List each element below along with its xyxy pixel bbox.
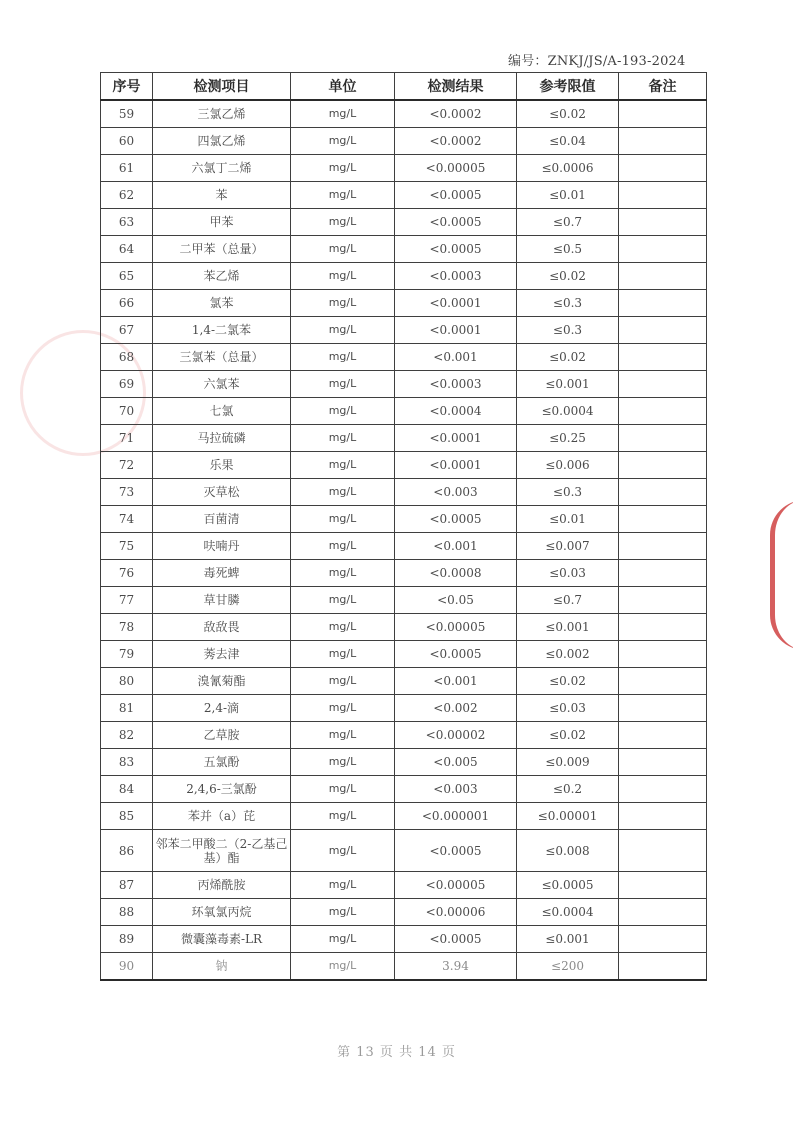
table-row xyxy=(101,776,707,803)
cell-remarks xyxy=(619,587,707,614)
table-row xyxy=(101,263,707,290)
cell-limit: ≤0.25 xyxy=(517,425,619,452)
cell-unit: mg/L xyxy=(291,749,395,776)
cell-remarks xyxy=(619,953,707,981)
table-row xyxy=(101,317,707,344)
cell-test-item: 草甘膦 xyxy=(153,587,291,614)
cell-serial-no: 69 xyxy=(101,371,153,398)
cell-unit: mg/L xyxy=(291,344,395,371)
table-row xyxy=(101,182,707,209)
cell-serial-no: 84 xyxy=(101,776,153,803)
cell-result: <0.0005 xyxy=(395,209,517,236)
cell-limit: ≤0.002 xyxy=(517,641,619,668)
table-row xyxy=(101,749,707,776)
cell-result: <0.003 xyxy=(395,479,517,506)
cell-test-item: 四氯乙烯 xyxy=(153,128,291,155)
header-unit: 单位 xyxy=(291,73,395,101)
cell-result: <0.0008 xyxy=(395,560,517,587)
cell-unit: mg/L xyxy=(291,479,395,506)
table-row xyxy=(101,290,707,317)
cell-unit: mg/L xyxy=(291,182,395,209)
cell-serial-no: 72 xyxy=(101,452,153,479)
cell-remarks xyxy=(619,803,707,830)
cell-limit: ≤0.001 xyxy=(517,614,619,641)
cell-test-item: 毒死蜱 xyxy=(153,560,291,587)
cell-result: <0.001 xyxy=(395,533,517,560)
cell-limit: ≤0.001 xyxy=(517,371,619,398)
cell-result: <0.0005 xyxy=(395,926,517,953)
cell-test-item: 苯并（a）芘 xyxy=(153,803,291,830)
header-test-item: 检测项目 xyxy=(153,73,291,101)
cell-limit: ≤0.3 xyxy=(517,290,619,317)
cell-limit: ≤0.00001 xyxy=(517,803,619,830)
cell-result: <0.00005 xyxy=(395,614,517,641)
cell-result: <0.0005 xyxy=(395,506,517,533)
cell-limit: ≤0.02 xyxy=(517,263,619,290)
table-row xyxy=(101,452,707,479)
cell-remarks xyxy=(619,749,707,776)
cell-remarks xyxy=(619,506,707,533)
cell-serial-no: 67 xyxy=(101,317,153,344)
cell-limit: ≤0.0006 xyxy=(517,155,619,182)
cell-limit: ≤0.0004 xyxy=(517,398,619,425)
cell-remarks xyxy=(619,263,707,290)
cell-result: <0.0005 xyxy=(395,236,517,263)
cell-limit: ≤0.3 xyxy=(517,479,619,506)
cell-serial-no: 80 xyxy=(101,668,153,695)
cell-unit: mg/L xyxy=(291,155,395,182)
cell-test-item: 马拉硫磷 xyxy=(153,425,291,452)
cell-result: <0.0002 xyxy=(395,128,517,155)
cell-result: <0.0005 xyxy=(395,182,517,209)
cell-unit: mg/L xyxy=(291,668,395,695)
cell-limit: ≤0.008 xyxy=(517,830,619,872)
red-seal-stamp-edge xyxy=(770,500,793,650)
cell-limit: ≤0.03 xyxy=(517,560,619,587)
header-limit: 参考限值 xyxy=(517,73,619,101)
cell-test-item: 钠 xyxy=(153,953,291,981)
cell-result: <0.0005 xyxy=(395,641,517,668)
cell-result: <0.0005 xyxy=(395,830,517,872)
cell-unit: mg/L xyxy=(291,776,395,803)
cell-result: <0.00002 xyxy=(395,722,517,749)
cell-test-item: 灭草松 xyxy=(153,479,291,506)
cell-serial-no: 78 xyxy=(101,614,153,641)
cell-remarks xyxy=(619,290,707,317)
cell-remarks xyxy=(619,452,707,479)
cell-test-item: 六氯苯 xyxy=(153,371,291,398)
cell-test-item: 百菌清 xyxy=(153,506,291,533)
cell-unit: mg/L xyxy=(291,614,395,641)
cell-remarks xyxy=(619,344,707,371)
table-row xyxy=(101,722,707,749)
cell-limit: ≤0.007 xyxy=(517,533,619,560)
cell-remarks xyxy=(619,533,707,560)
cell-unit: mg/L xyxy=(291,803,395,830)
cell-unit: mg/L xyxy=(291,236,395,263)
cell-test-item: 甲苯 xyxy=(153,209,291,236)
table-row xyxy=(101,926,707,953)
cell-unit: mg/L xyxy=(291,533,395,560)
table-row xyxy=(101,344,707,371)
cell-remarks xyxy=(619,641,707,668)
cell-unit: mg/L xyxy=(291,263,395,290)
cell-result: <0.0001 xyxy=(395,317,517,344)
table-row xyxy=(101,668,707,695)
cell-serial-no: 61 xyxy=(101,155,153,182)
cell-remarks xyxy=(619,371,707,398)
table-row xyxy=(101,506,707,533)
cell-test-item: 氯苯 xyxy=(153,290,291,317)
cell-test-item: 莠去津 xyxy=(153,641,291,668)
test-results-table xyxy=(100,72,707,981)
cell-test-item: 呋喃丹 xyxy=(153,533,291,560)
table-row xyxy=(101,128,707,155)
cell-test-item: 三氯苯（总量） xyxy=(153,344,291,371)
cell-result: <0.05 xyxy=(395,587,517,614)
table-row xyxy=(101,236,707,263)
table-row xyxy=(101,155,707,182)
cell-test-item: 溴氰菊酯 xyxy=(153,668,291,695)
cell-test-item: 乐果 xyxy=(153,452,291,479)
cell-serial-no: 66 xyxy=(101,290,153,317)
cell-remarks xyxy=(619,926,707,953)
page-footer: 第 13 页 共 14 页 xyxy=(337,1045,456,1060)
cell-unit: mg/L xyxy=(291,506,395,533)
cell-limit: ≤0.009 xyxy=(517,749,619,776)
cell-remarks xyxy=(619,100,707,128)
cell-limit: ≤0.01 xyxy=(517,182,619,209)
cell-remarks xyxy=(619,830,707,872)
table-body xyxy=(101,100,707,980)
cell-remarks xyxy=(619,695,707,722)
table-row xyxy=(101,830,707,872)
cell-limit: ≤0.02 xyxy=(517,668,619,695)
cell-unit: mg/L xyxy=(291,398,395,425)
document-number: 编号：ZNKJ/JS/A-193-2024 xyxy=(508,54,686,69)
cell-test-item: 敌敌畏 xyxy=(153,614,291,641)
cell-unit: mg/L xyxy=(291,128,395,155)
cell-limit: ≤0.01 xyxy=(517,506,619,533)
cell-limit: ≤0.001 xyxy=(517,926,619,953)
cell-serial-no: 63 xyxy=(101,209,153,236)
cell-serial-no: 60 xyxy=(101,128,153,155)
cell-remarks xyxy=(619,128,707,155)
cell-remarks xyxy=(619,209,707,236)
cell-result: <0.0003 xyxy=(395,263,517,290)
cell-unit: mg/L xyxy=(291,872,395,899)
cell-result: <0.0001 xyxy=(395,290,517,317)
cell-serial-no: 86 xyxy=(101,830,153,872)
cell-limit: ≤0.3 xyxy=(517,317,619,344)
table-row xyxy=(101,614,707,641)
cell-remarks xyxy=(619,560,707,587)
table-row xyxy=(101,479,707,506)
cell-serial-no: 90 xyxy=(101,953,153,981)
cell-test-item: 环氧氯丙烷 xyxy=(153,899,291,926)
cell-test-item: 二甲苯（总量） xyxy=(153,236,291,263)
cell-result: <0.000001 xyxy=(395,803,517,830)
cell-result: <0.00005 xyxy=(395,155,517,182)
cell-limit: ≤0.5 xyxy=(517,236,619,263)
cell-unit: mg/L xyxy=(291,425,395,452)
cell-test-item: 三氯乙烯 xyxy=(153,100,291,128)
cell-result: <0.00005 xyxy=(395,872,517,899)
cell-serial-no: 71 xyxy=(101,425,153,452)
cell-serial-no: 70 xyxy=(101,398,153,425)
cell-unit: mg/L xyxy=(291,695,395,722)
table-row xyxy=(101,560,707,587)
header-result: 检测结果 xyxy=(395,73,517,101)
cell-result: <0.0003 xyxy=(395,371,517,398)
cell-serial-no: 64 xyxy=(101,236,153,263)
cell-result: <0.003 xyxy=(395,776,517,803)
cell-serial-no: 89 xyxy=(101,926,153,953)
cell-result: <0.0002 xyxy=(395,100,517,128)
cell-unit: mg/L xyxy=(291,587,395,614)
cell-limit: ≤0.7 xyxy=(517,209,619,236)
cell-test-item: 微囊藻毒素-LR xyxy=(153,926,291,953)
cell-test-item: 苯乙烯 xyxy=(153,263,291,290)
cell-remarks xyxy=(619,872,707,899)
cell-serial-no: 82 xyxy=(101,722,153,749)
table-row xyxy=(101,371,707,398)
cell-unit: mg/L xyxy=(291,100,395,128)
table-header-row xyxy=(101,73,707,101)
cell-test-item: 五氯酚 xyxy=(153,749,291,776)
cell-remarks xyxy=(619,236,707,263)
cell-unit: mg/L xyxy=(291,209,395,236)
cell-serial-no: 88 xyxy=(101,899,153,926)
cell-test-item: 六氯丁二烯 xyxy=(153,155,291,182)
cell-unit: mg/L xyxy=(291,290,395,317)
cell-test-item: 1,4-二氯苯 xyxy=(153,317,291,344)
table-row xyxy=(101,533,707,560)
cell-test-item: 2,4-滴 xyxy=(153,695,291,722)
cell-result: <0.0004 xyxy=(395,398,517,425)
cell-serial-no: 75 xyxy=(101,533,153,560)
table-row xyxy=(101,100,707,128)
cell-limit: ≤0.03 xyxy=(517,695,619,722)
cell-serial-no: 62 xyxy=(101,182,153,209)
table-row xyxy=(101,953,707,981)
cell-unit: mg/L xyxy=(291,899,395,926)
cell-serial-no: 76 xyxy=(101,560,153,587)
cell-remarks xyxy=(619,614,707,641)
cell-limit: ≤0.0004 xyxy=(517,899,619,926)
table-row xyxy=(101,803,707,830)
cell-serial-no: 83 xyxy=(101,749,153,776)
cell-limit: ≤0.0005 xyxy=(517,872,619,899)
cell-remarks xyxy=(619,425,707,452)
cell-unit: mg/L xyxy=(291,953,395,981)
cell-remarks xyxy=(619,317,707,344)
cell-serial-no: 73 xyxy=(101,479,153,506)
cell-limit: ≤0.006 xyxy=(517,452,619,479)
cell-remarks xyxy=(619,899,707,926)
table-row xyxy=(101,695,707,722)
table-row xyxy=(101,209,707,236)
cell-serial-no: 79 xyxy=(101,641,153,668)
cell-serial-no: 68 xyxy=(101,344,153,371)
table-row xyxy=(101,899,707,926)
cell-unit: mg/L xyxy=(291,722,395,749)
cell-limit: ≤0.7 xyxy=(517,587,619,614)
header-serial-no: 序号 xyxy=(101,73,153,101)
cell-unit: mg/L xyxy=(291,371,395,398)
cell-limit: ≤0.2 xyxy=(517,776,619,803)
cell-test-item: 苯 xyxy=(153,182,291,209)
cell-result: <0.002 xyxy=(395,695,517,722)
cell-remarks xyxy=(619,398,707,425)
cell-unit: mg/L xyxy=(291,452,395,479)
cell-remarks xyxy=(619,668,707,695)
table-row xyxy=(101,872,707,899)
cell-test-item: 七氯 xyxy=(153,398,291,425)
cell-remarks xyxy=(619,155,707,182)
cell-result: 3.94 xyxy=(395,953,517,981)
cell-test-item: 丙烯酰胺 xyxy=(153,872,291,899)
cell-result: <0.001 xyxy=(395,344,517,371)
cell-unit: mg/L xyxy=(291,830,395,872)
cell-result: <0.00006 xyxy=(395,899,517,926)
cell-unit: mg/L xyxy=(291,560,395,587)
cell-serial-no: 74 xyxy=(101,506,153,533)
cell-result: <0.001 xyxy=(395,668,517,695)
cell-serial-no: 85 xyxy=(101,803,153,830)
cell-unit: mg/L xyxy=(291,641,395,668)
cell-serial-no: 65 xyxy=(101,263,153,290)
cell-remarks xyxy=(619,479,707,506)
cell-limit: ≤0.02 xyxy=(517,100,619,128)
cell-test-item: 2,4,6-三氯酚 xyxy=(153,776,291,803)
cell-result: <0.005 xyxy=(395,749,517,776)
table-row xyxy=(101,425,707,452)
cell-result: <0.0001 xyxy=(395,425,517,452)
cell-serial-no: 87 xyxy=(101,872,153,899)
table-row xyxy=(101,587,707,614)
cell-limit: ≤200 xyxy=(517,953,619,981)
cell-limit: ≤0.02 xyxy=(517,722,619,749)
cell-serial-no: 59 xyxy=(101,100,153,128)
table-row xyxy=(101,398,707,425)
cell-serial-no: 77 xyxy=(101,587,153,614)
cell-remarks xyxy=(619,182,707,209)
cell-remarks xyxy=(619,776,707,803)
table-row xyxy=(101,641,707,668)
cell-unit: mg/L xyxy=(291,926,395,953)
header-remarks: 备注 xyxy=(619,73,707,101)
cell-limit: ≤0.04 xyxy=(517,128,619,155)
cell-test-item: 邻苯二甲酸二（2-乙基己基）酯 xyxy=(153,830,291,872)
cell-remarks xyxy=(619,722,707,749)
cell-test-item: 乙草胺 xyxy=(153,722,291,749)
cell-result: <0.0001 xyxy=(395,452,517,479)
cell-unit: mg/L xyxy=(291,317,395,344)
cell-limit: ≤0.02 xyxy=(517,344,619,371)
cell-serial-no: 81 xyxy=(101,695,153,722)
